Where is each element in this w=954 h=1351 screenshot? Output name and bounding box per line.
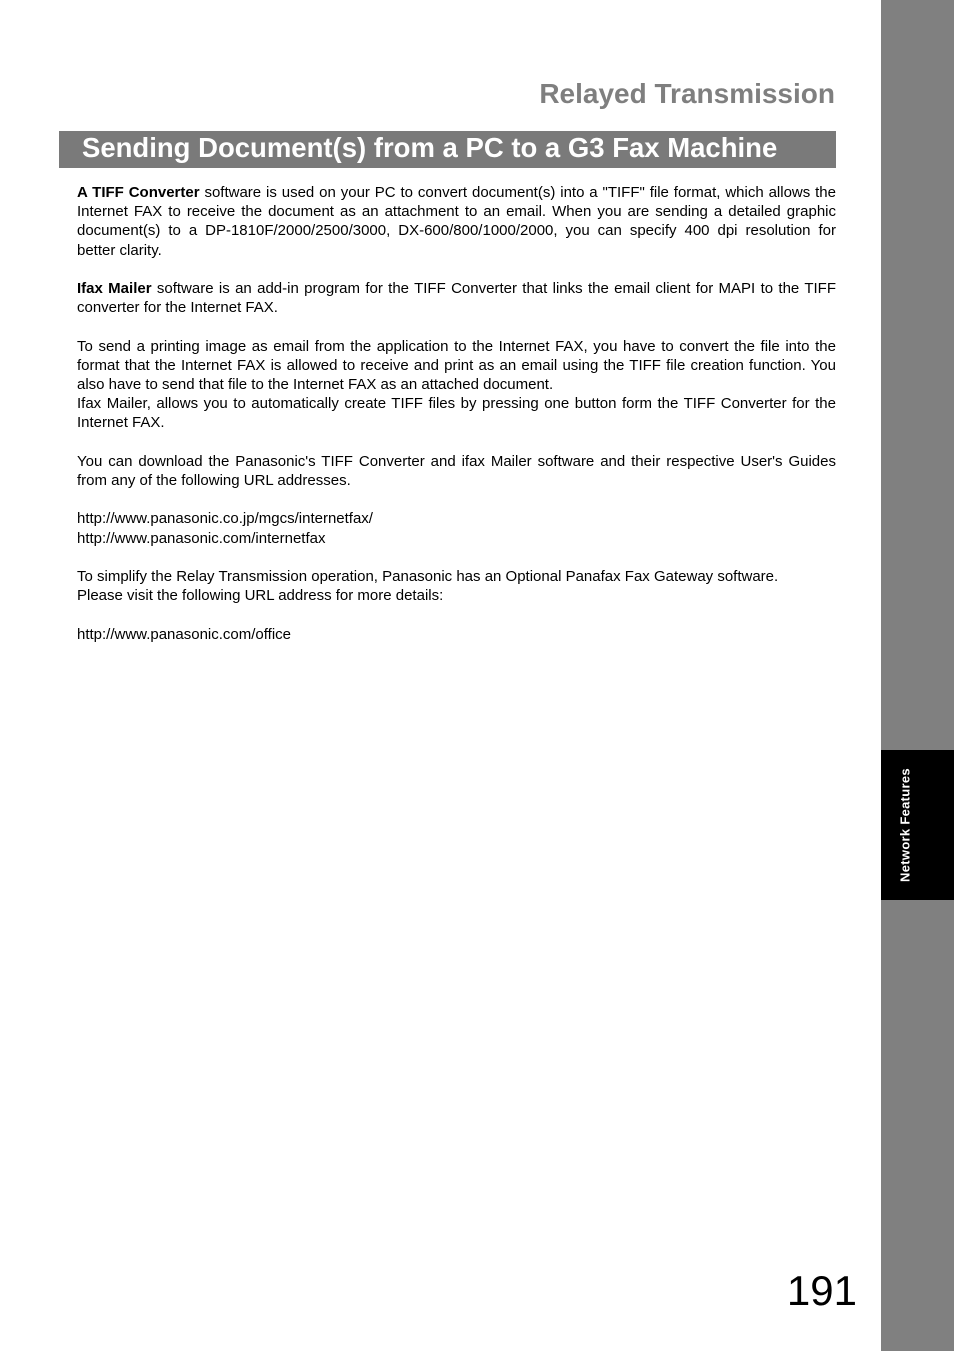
url-link[interactable]: http://www.panasonic.com/internetfax bbox=[77, 529, 326, 547]
paragraph-ifax-mailer bbox=[77, 279, 836, 317]
chapter-tab-label: Network Features bbox=[897, 768, 913, 882]
page-number: 191 bbox=[786, 1267, 857, 1314]
right-margin-bar bbox=[881, 0, 954, 1351]
paragraph-ifax-mailer-auto: Ifax Mailer, allows you to automatically create TIFF files by pressing one button form the TIFF Converter for the Internet FAX. bbox=[77, 395, 836, 432]
chapter-tab bbox=[881, 750, 954, 900]
paragraph-tiff-converter bbox=[77, 183, 836, 260]
paragraph-relay-simplify: To simplify the Relay Transmission operation, Panasonic has an Optional Panafax Fax Gateway software. bbox=[77, 567, 779, 585]
paragraph-visit-url: Please visit the following URL address for more details: bbox=[77, 587, 444, 605]
page-title-bar bbox=[59, 131, 836, 168]
paragraph-download: You can download the Panasonic's TIFF Converter and ifax Mailer software and their respective User's Guides from any of the following URL addresses. bbox=[77, 452, 836, 489]
paragraph-text: software is used on your PC to convert document(s) into a "TIFF" file format, which allows the Internet FAX to receive the document as an attachment to an email. When you are sending a detailed graphic document(s) to a DP-1810F/2000/2500/3000, DX-600/800/1000/2000, you can specify 400 dpi resolution for better clarity. bbox=[77, 184, 836, 259]
section-heading: Relayed Transmission bbox=[539, 78, 835, 109]
term-tiff-converter: A TIFF Converter bbox=[77, 184, 200, 201]
term-ifax-mailer: Ifax Mailer bbox=[77, 280, 152, 297]
main-content bbox=[77, 183, 836, 644]
url-link[interactable]: http://www.panasonic.co.jp/mgcs/internetfax/ bbox=[77, 510, 373, 528]
page-title: Sending Document(s) from a PC to a G3 Fax Machine bbox=[82, 132, 778, 163]
url-link[interactable]: http://www.panasonic.com/office bbox=[77, 625, 291, 643]
paragraph-text: software is an add-in program for the TIFF Converter that links the email client for MAPI to the TIFF converter for the Internet FAX. bbox=[77, 280, 836, 317]
paragraph-send-printing-image: To send a printing image as email from the application to the Internet FAX, you have to convert the file into the format that the Internet FAX is allowed to receive and print as an email using the TIFF file creation function. You also have to send that file to the Internet FAX as an attached document. bbox=[77, 337, 836, 393]
